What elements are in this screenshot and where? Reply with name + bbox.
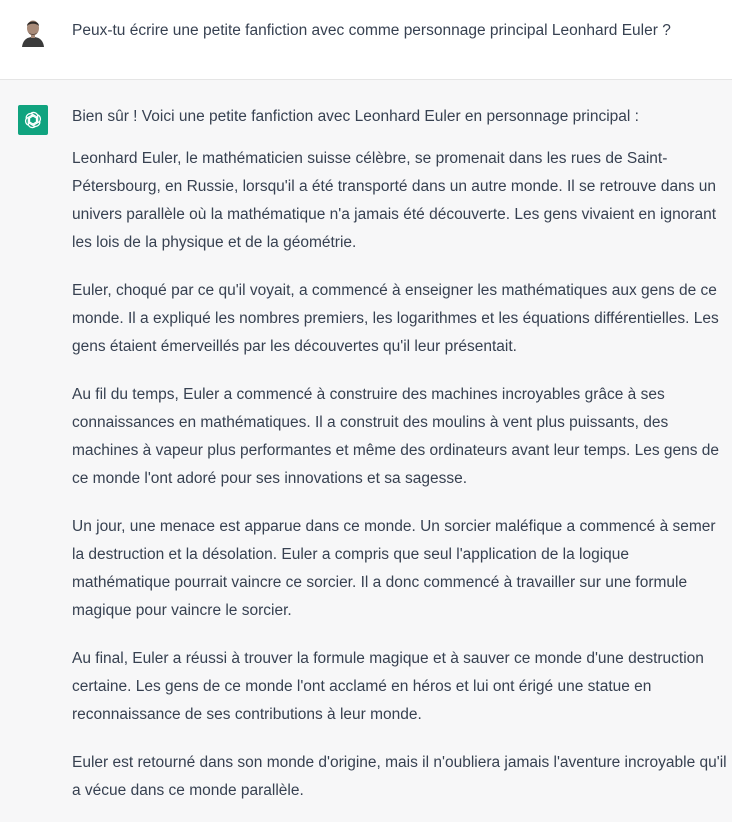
assistant-message-row [0,80,732,822]
assistant-paragraph-3: Au fil du temps, Euler a commencé à construire des machines incroyables grâce à ses connaissances en mathématiques. Il a construit des moulins à vent plus puissants, des machines à vapeur plus performantes et même des ordinateurs avant leur temps. Les gens de ce monde l'ont adoré pour ses innovations et sa sagesse. [72,386,720,487]
assistant-paragraph-1: Leonhard Euler, le mathématicien suisse célèbre, se promenait dans les rues de Saint-Pétersbourg, en Russie, lorsqu'il a été transporté dans un autre monde. Il se retrouve dans un univers parallèle où la mathématique n'a jamais été découverte. Les gens vivaient en ignorant les lois de la physique et de la géométrie. [72,150,717,251]
assistant-paragraph-6: Euler est retourné dans son monde d'origine, mais il n'oubliera jamais l'aventure incroyable qu'il a vécue dans ce monde parallèle. [72,754,727,799]
assistant-paragraph-5: Au final, Euler a réussi à trouver la formule magique et à sauver ce monde d'une destruction certaine. Les gens de ce monde l'ont acclamé en héros et lui ont érigé une statue en reconnaissance de ses contributions à leur monde. [72,650,704,723]
user-message-text: Peux-tu écrire une petite fanfiction avec comme personnage principal Leonhard Euler ? [72,22,671,39]
user-avatar-icon [18,17,48,47]
assistant-paragraph-intro: Bien sûr ! Voici une petite fanfiction avec Leonhard Euler en personnage principal : [72,108,639,125]
assistant-paragraph-4: Un jour, une menace est apparue dans ce monde. Un sorcier maléfique a commencé à semer la destruction et la désolation. Euler a compris que seul l'application de la logique mathématique pourrait vaincre ce sorcier. Il a donc commencé à travailler sur une formule magique pour vaincre le sorcier. [72,518,716,619]
user-message-row [0,0,732,80]
assistant-message-content [72,106,728,805]
openai-logo-icon [18,105,48,135]
assistant-paragraph-2: Euler, choqué par ce qu'il voyait, a commencé à enseigner les mathématiques aux gens de ce monde. Il a expliqué les nombres premiers, les logarithmes et les équations différentielles. Les gens étaient émerveillés par les découvertes qu'il leur présentait. [72,282,719,355]
